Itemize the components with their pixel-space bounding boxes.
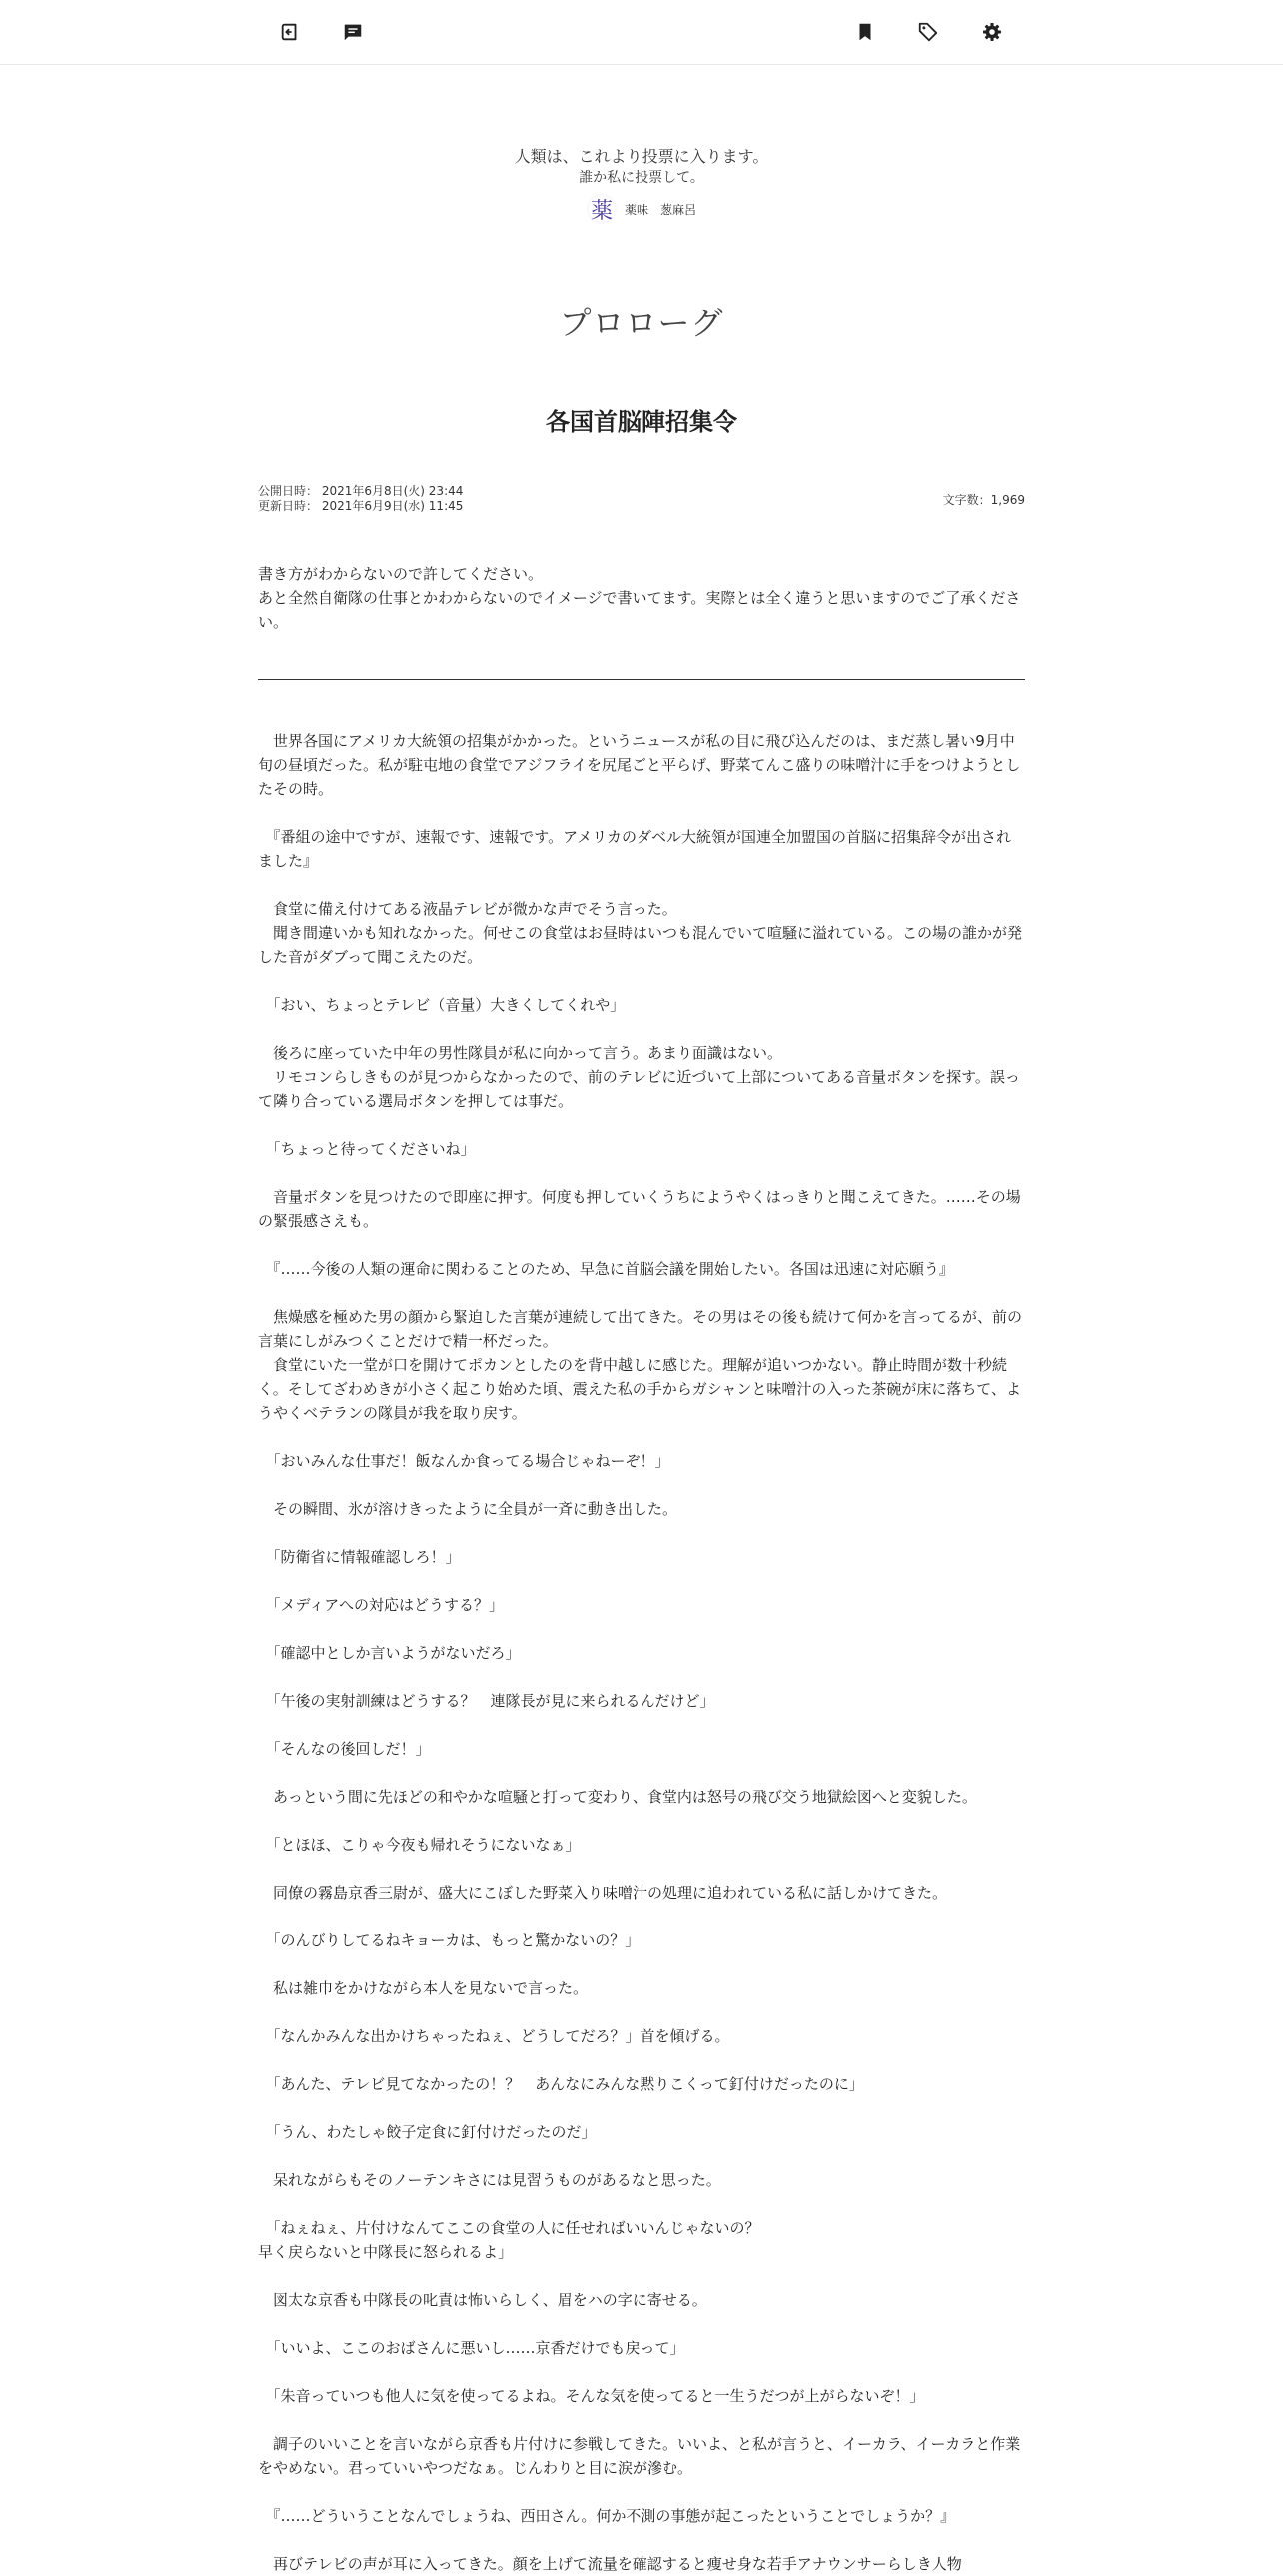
novel-subtitle: 誰か私に投票して。 (579, 170, 704, 186)
story-paragraph: 図太な京香も中隊長の叱責は怖いらしく、眉をハの字に寄せる。 (258, 2291, 707, 2309)
blank-line (258, 2144, 1025, 2168)
story-paragraph: 「そんなの後回しだ！」 (258, 1740, 431, 1758)
story-paragraph: 同僚の霧島京香三尉が、盛大にこぼした野菜入り味噌汁の処理に追われている私に話しかけてきた。 (258, 1884, 948, 1902)
story-paragraph: 後ろに座っていた中年の男性隊員が私に向かって言う。あまり面識はない。 (258, 1044, 783, 1062)
story-paragraph: 「あんた、テレビ見てなかったの！？ あんなにみんな黙りこくって釘付けだったのに」 (258, 2075, 864, 2093)
novel-title[interactable]: 人類は、これより投票に入ります。 (514, 147, 769, 166)
story-body (258, 729, 1025, 2576)
story-paragraph: 早く戻らないと中隊長に怒られるよ」 (258, 2243, 514, 2261)
settings-icon[interactable] (976, 16, 1008, 48)
blank-line (258, 969, 1025, 993)
story-paragraph: 『番組の途中ですが、速報です、速報です。アメリカのダベル大統領が国連全加盟国の首脳に招集辞令が出されました』 (258, 828, 1012, 870)
episode-dates (258, 484, 463, 514)
story-paragraph: 焦燥感を極めた男の顔から緊迫した言葉が連続して出てきた。その男はその後も続けて何かを言ってるが、前の言葉にしがみつくことだけで精一杯だった。 (258, 1308, 1023, 1350)
story-paragraph: その瞬間、氷が溶けきったように全員が一斉に動き出した。 (258, 1500, 678, 1518)
story-paragraph: 「ねぇねぇ、片付けなんてここの食堂の人に任せればいいんじゃないの？ (258, 2219, 760, 2237)
story-paragraph: 「のんびりしてるねキョーカは、もっと驚かないの？」 (258, 1932, 641, 1949)
blank-line (258, 801, 1025, 825)
story-paragraph: 「おい、ちょっとテレビ（音量）大きくしてくれや」 (258, 996, 626, 1014)
blank-line (258, 1713, 1025, 1737)
blank-line (258, 1617, 1025, 1641)
blank-line (258, 2480, 1025, 2504)
story-paragraph: 再びテレビの声が耳に入ってきた。顔を上げて流量を確認すると痩せ身な若手アナウンサーらしき人物 (258, 2555, 962, 2573)
story-paragraph: 「うん、わたしゃ餃子定食に釘付けだったのだ」 (258, 2123, 597, 2141)
character-count: 文字数：1,969 (942, 493, 1025, 507)
blank-line (258, 1233, 1025, 1257)
blank-line (258, 1521, 1025, 1545)
novel-header (0, 146, 1283, 224)
chapter-title: プロローグ (559, 304, 724, 342)
blank-line (258, 2312, 1025, 2336)
blank-line (258, 2192, 1025, 2216)
blank-line (258, 2528, 1025, 2552)
blank-line (258, 1665, 1025, 1689)
episode-title: 各国首脳陣招集令 (546, 408, 737, 436)
back-to-index-icon[interactable] (274, 16, 306, 48)
story-paragraph: 調子のいいことを言いながら京香も片付けに参戦してきた。いいよ、と私が言うと、イーカラ、イーカラと作業をやめない。君っていいやつだなぁ。じんわりと目に涙が滲む。 (258, 2435, 1021, 2477)
story-paragraph: あっという間に先ほどの和やかな喧騒と打って変わり、食堂内は怒号の飛び交う地獄絵図へと変貌した。 (258, 1788, 977, 1806)
story-paragraph: 世界各国にアメリカ大統領の招集がかかった。というニュースが私の目に飛び込んだのは、まだ蒸し暑い9月中旬の昼頃だった。私が駐屯地の食堂でアジフライを尻尾ごと平らげ、野菜てんこ盛りの味噌汁に手をつけようとしたその時。 (258, 732, 1021, 798)
blank-line (258, 1425, 1025, 1449)
story-paragraph: 『……今後の人類の運命に関わることのため、早急に首脳会議を開始したい。各国は迅速に対応願う』 (258, 1260, 954, 1278)
blank-line (258, 1809, 1025, 1833)
story-paragraph: 「朱音っていつも他人に気を使ってるよね。そんな気を使ってると一生うだつが上がらないぞ！」 (258, 2387, 925, 2405)
blank-line (258, 1017, 1025, 1041)
story-paragraph: 「防衛省に情報確認しろ！」 (258, 1548, 461, 1566)
blank-line (258, 1473, 1025, 1497)
blank-line (258, 1761, 1025, 1785)
author-name[interactable]: 薬味 葱麻呂 (624, 202, 696, 217)
blank-line (258, 873, 1025, 897)
blank-line (258, 2096, 1025, 2120)
story-paragraph: 食堂にいた一堂が口を開けてポカンとしたのを背中越しに感じた。理解が追いつかない。静止時間が数十秒続く。そしてざわめきが小さく起こり始めた頃、震えた私の手からガシャンと味噌汁の入った茶碗が床に落ちて、ようやくベテランの隊員が我を取り戻す。 (258, 1356, 1021, 1422)
blank-line (258, 1569, 1025, 1593)
blank-line (258, 1113, 1025, 1137)
story-paragraph: 『……どういうことなんでしょうね、西田さん。何か不測の事態が起こったということでしょうか？』 (258, 2507, 956, 2525)
comment-icon[interactable] (337, 16, 369, 48)
author-avatar[interactable]: 薬 (587, 194, 617, 224)
story-paragraph: 「おいみんな仕事だ！飯なんか食ってる場合じゃねーぞ！」 (258, 1452, 670, 1470)
blank-line (258, 1281, 1025, 1305)
blank-line (258, 2264, 1025, 2288)
story-paragraph: 音量ボタンを見つけたので即座に押す。何度も押していくうちにようやくはっきりと聞こえてきた。……その場の緊張感さえも。 (258, 1188, 1021, 1230)
author-row[interactable] (0, 194, 1283, 224)
preface-line: あと全然自衛隊の仕事とかわからないのでイメージで書いてます。実際とは全く違うと思いますのでご了承ください。 (258, 589, 1021, 631)
story-paragraph: 呆れながらもそのノーテンキさには見習うものがあるなと思った。 (258, 2171, 721, 2189)
blank-line (258, 1857, 1025, 1881)
story-paragraph: 聞き間違いかも知れなかった。何せこの食堂はお昼時はいつも混んでいて喧騒に溢れている。この場の誰かが発した音がダブって聞こえたのだ。 (258, 924, 1023, 966)
blank-line (258, 1952, 1025, 1976)
preface-line: 書き方がわからないので許してください。 (258, 565, 544, 583)
story-paragraph: 「とほほ、こりゃ今夜も帰れそうにないなぁ」 (258, 1836, 581, 1854)
updated-date: 更新日時： 2021年6月9日(水) 11:45 (258, 499, 464, 513)
tag-icon[interactable] (912, 16, 944, 48)
story-paragraph: 食堂に備え付けてある液晶テレビが微かな声でそう言った。 (258, 900, 677, 918)
story-paragraph: 私は雑巾をかけながら本人を見ないで言った。 (258, 1979, 589, 1997)
story-paragraph: 「なんかみんな出かけちゃったねぇ、どうしてだろ？」首を傾げる。 (258, 2027, 730, 2045)
top-toolbar (0, 0, 1283, 65)
blank-line (258, 2048, 1025, 2072)
blank-line (258, 2360, 1025, 2384)
bookmark-icon[interactable] (849, 16, 881, 48)
preface (258, 562, 1025, 634)
divider (258, 679, 1025, 680)
story-paragraph: 「確認中としか言いようがないだろ」 (258, 1644, 521, 1662)
story-paragraph: リモコンらしきものが見つからなかったので、前のテレビに近づいて上部についてある音量ボタンを探す。誤って隣り合っている選局ボタンを押しては事だ。 (258, 1068, 1020, 1110)
blank-line (258, 1905, 1025, 1929)
blank-line (258, 2000, 1025, 2024)
blank-line (258, 1161, 1025, 1185)
story-paragraph: 「午後の実射訓練はどうする？ 連隊長が見に来られるんだけど」 (258, 1692, 715, 1710)
story-paragraph: 「メディアへの対応はどうする？」 (258, 1596, 505, 1614)
story-paragraph: 「ちょっと待ってくださいね」 (258, 1140, 476, 1158)
published-date: 公開日時： 2021年6月8日(火) 23:44 (258, 484, 464, 498)
blank-line (258, 2408, 1025, 2432)
story-paragraph: 「いいよ、ここのおばさんに悪いし……京香だけでも戻って」 (258, 2339, 685, 2357)
